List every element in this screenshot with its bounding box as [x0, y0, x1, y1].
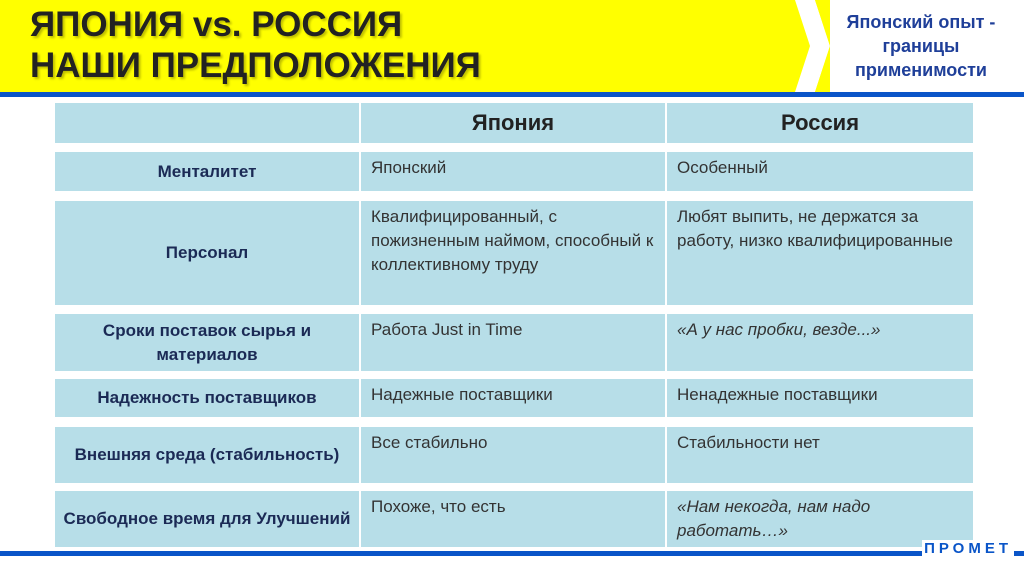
header-cell-empty	[55, 103, 361, 143]
russia-cell: Любят выпить, не держатся за работу, низко квалифицированные	[667, 201, 973, 305]
title-line-2: НАШИ ПРЕДПОЛОЖЕНИЯ	[30, 46, 481, 85]
header-cell-russia: Россия	[667, 103, 973, 143]
japan-cell: Все стабильно	[361, 427, 667, 483]
table-row	[55, 152, 973, 191]
footer-divider	[0, 551, 1024, 556]
japan-cell: Японский	[361, 152, 667, 191]
company-logo: ПРОМЕТ	[924, 540, 1012, 557]
japan-cell: Работа Just in Time	[361, 314, 667, 371]
table-row	[55, 427, 973, 483]
japan-cell: Квалифицированный, с пожизненным наймом, способный к коллективному труду	[361, 201, 667, 305]
russia-cell: «Нам некогда, нам надо работать…»	[667, 491, 973, 547]
row-label: Персонал	[55, 201, 361, 305]
japan-cell: Надежные поставщики	[361, 379, 667, 417]
russia-cell: Стабильности нет	[667, 427, 973, 483]
japan-cell: Похоже, что есть	[361, 491, 667, 547]
row-label: Внешняя среда (стабильность)	[55, 427, 361, 483]
table-row	[55, 201, 973, 305]
table-row	[55, 491, 973, 547]
russia-cell: Ненадежные поставщики	[667, 379, 973, 417]
header-cell-japan: Япония	[361, 103, 667, 143]
title-line-1: ЯПОНИЯ vs. РОССИЯ	[30, 5, 403, 44]
table-row	[55, 379, 973, 417]
table-row	[55, 314, 973, 371]
row-label: Сроки поставок сырья и материалов	[55, 314, 361, 371]
row-label: Менталитет	[55, 152, 361, 191]
row-label: Свободное время для Улучшений	[55, 491, 361, 547]
row-label: Надежность поставщиков	[55, 379, 361, 417]
slide-subtitle: Японский опыт - границы применимости	[846, 12, 996, 80]
russia-cell: «А у нас пробки, везде...»	[667, 314, 973, 371]
slide-title	[30, 4, 810, 86]
header-divider	[0, 92, 1024, 97]
table-header-row	[55, 103, 973, 143]
russia-cell: Особенный	[667, 152, 973, 191]
